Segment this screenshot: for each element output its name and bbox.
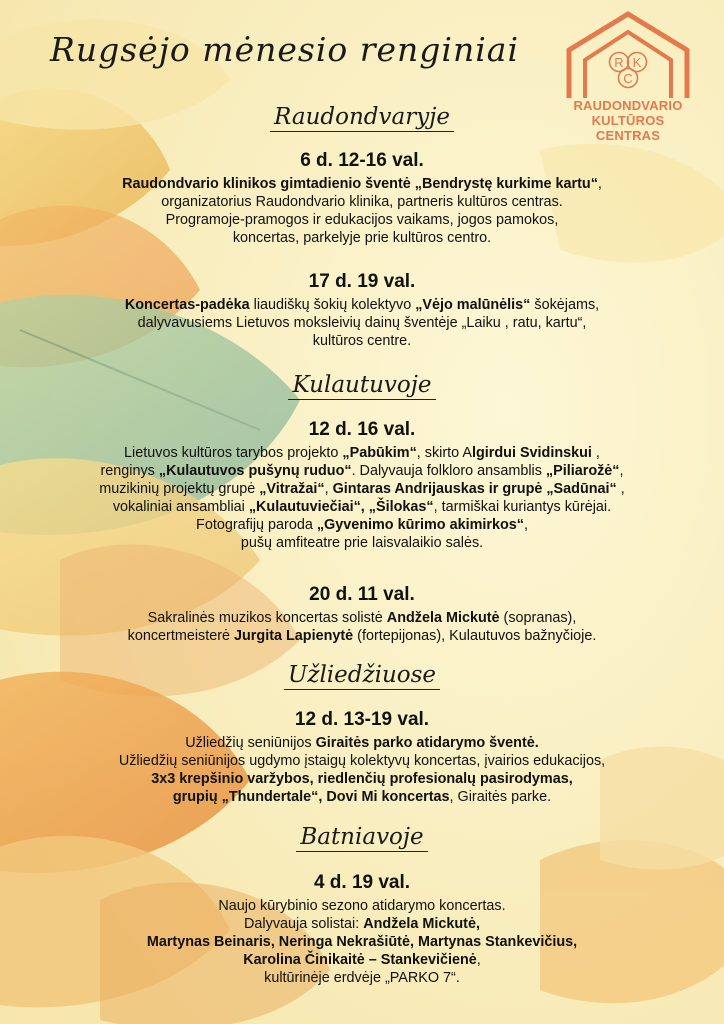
text: koncertmeisterė bbox=[127, 628, 235, 644]
bold-text: „Vėjo malūnėlis“ bbox=[415, 297, 531, 313]
event-description-line bbox=[62, 752, 662, 770]
text: Naujo kūrybinio sezono atidarymo koncertas. bbox=[218, 898, 506, 914]
event-description-line bbox=[62, 734, 662, 752]
event-description bbox=[62, 734, 662, 806]
text: , bbox=[619, 463, 624, 479]
event-card bbox=[62, 708, 662, 806]
event-description-line bbox=[62, 444, 662, 462]
bold-text: Raudondvario klinikos gimtadienio šventė „Bendrystę kurkime kartu“ bbox=[122, 176, 598, 192]
text: šokėjams, bbox=[530, 297, 600, 313]
bold-text: „Piliarožė“ bbox=[545, 463, 620, 479]
bold-text: Koncertas-padėka bbox=[124, 297, 250, 313]
text: , bbox=[476, 952, 481, 968]
text: liaudiškų šokių kolektyvo bbox=[249, 297, 416, 313]
event-description-line bbox=[62, 175, 662, 193]
event-description-line bbox=[62, 193, 662, 211]
text: , skirto A bbox=[416, 445, 472, 461]
event-description bbox=[62, 296, 662, 350]
text: renginys bbox=[100, 463, 159, 479]
text: . Dalyvauja folkloro ansamblis bbox=[351, 463, 546, 479]
text: dalyvavusiems Lietuvos moksleivių dainų šventėje „Laiku , ratu, kartu“, bbox=[137, 315, 587, 331]
text: , Giraitės parke. bbox=[449, 789, 552, 805]
section-heading-kulautuvoje: Kulautuvoje bbox=[0, 372, 724, 400]
event-date-time: 20 d. 11 val. bbox=[309, 584, 415, 605]
bold-text: Gintaras Andrijauskas ir grupė „Sadūnai“ bbox=[332, 481, 617, 497]
event-description-line bbox=[62, 609, 662, 627]
event-description-line bbox=[62, 332, 662, 350]
event-description-line bbox=[62, 534, 662, 552]
page-title: Rugsėjo mėnesio renginiai bbox=[50, 30, 520, 69]
event-card bbox=[62, 270, 662, 350]
event-description-line bbox=[62, 211, 662, 229]
bold-text: lgirdui Svidinskui bbox=[471, 445, 592, 461]
text: (fortepijonas), Kulautuvos bažnyčioje. bbox=[353, 628, 597, 644]
event-card bbox=[62, 871, 662, 987]
text: , bbox=[591, 445, 600, 461]
text: Programoje-pramogos ir edukacijos vaikams, jogos pamokos, bbox=[165, 212, 559, 228]
text: organizatorius Raudondvario klinika, partneris kultūros centras. bbox=[161, 194, 563, 210]
bold-text: grupių „Thundertale“, Dovi Mi koncertas bbox=[172, 789, 450, 805]
svg-text:K: K bbox=[632, 55, 642, 70]
event-card bbox=[62, 149, 662, 247]
text: vokaliniai ansambliai bbox=[112, 499, 249, 515]
event-description-line bbox=[62, 788, 662, 806]
event-date-time: 12 d. 13-19 val. bbox=[294, 709, 430, 730]
event-date-time: 6 d. 12-16 val. bbox=[300, 150, 424, 171]
svg-text:C: C bbox=[623, 71, 633, 86]
bold-text: Jurgita Lapienytė bbox=[234, 628, 354, 644]
event-description bbox=[62, 897, 662, 987]
event-description-line bbox=[62, 314, 662, 332]
text: Lietuvos kultūros tarybos projekto bbox=[124, 445, 343, 461]
text: Sakralinės muzikos koncertas solistė bbox=[147, 610, 387, 626]
text: Fotografijų paroda bbox=[196, 517, 317, 533]
bold-text: „Gyvenimo kūrimo akimirkos“ bbox=[316, 517, 524, 533]
section-heading-uzliedziuose: Užliedžiuose bbox=[0, 662, 724, 690]
text: , bbox=[616, 481, 625, 497]
bold-text: Andželа Mickutė bbox=[386, 610, 500, 626]
bold-text: Martynas Beinaris, Neringa Nekrašiūtė, Martynas Stankevičius, bbox=[146, 934, 578, 950]
event-description-line bbox=[62, 498, 662, 516]
logo-text-line-2: KULTŪROS CENTRAS bbox=[591, 113, 665, 143]
event-date-time: 17 d. 19 val. bbox=[308, 271, 416, 292]
text: Dalyvauja solistai: bbox=[244, 916, 364, 932]
text: muzikinių projektų grupė bbox=[99, 481, 260, 497]
text: koncertas, parkelyje prie kultūros centro. bbox=[232, 230, 492, 246]
event-description-line bbox=[62, 480, 662, 498]
house-logo-icon bbox=[563, 10, 693, 102]
text: , tarmiškai kuriantys kūrėjai. bbox=[433, 499, 612, 515]
text: kultūrinėje erdvėje „PARKO 7“. bbox=[264, 970, 460, 986]
event-description-line bbox=[62, 516, 662, 534]
text: , bbox=[324, 481, 333, 497]
bold-text: „Vitražai“ bbox=[259, 481, 325, 497]
event-description-line bbox=[62, 951, 662, 969]
bold-text: „Kulautuvos pušynų ruduo“ bbox=[158, 463, 352, 479]
text: Užliedžių seniūnijos ugdymo įstaigų kolektyvų koncertas, įvairios edukacijos, bbox=[118, 753, 606, 769]
event-description-line bbox=[62, 897, 662, 915]
bold-text: Giraitės parko atidarymo šventė. bbox=[315, 735, 539, 751]
text: (sopranas), bbox=[499, 610, 577, 626]
logo-text-line-1: RAUDONDVARIO bbox=[573, 98, 683, 113]
bold-text: 3x3 krepšinio varžybos, riedlenčių profesionalų pasirodymas, bbox=[151, 771, 573, 787]
event-description bbox=[62, 175, 662, 247]
svg-text:R: R bbox=[614, 55, 624, 70]
event-description-line bbox=[62, 229, 662, 247]
event-description-line bbox=[62, 933, 662, 951]
event-description-line bbox=[62, 627, 662, 645]
event-description-line bbox=[62, 296, 662, 314]
event-description-line bbox=[62, 462, 662, 480]
event-date-time: 12 d. 16 val. bbox=[308, 419, 416, 440]
event-description-line bbox=[62, 969, 662, 987]
event-date-time: 4 d. 19 val. bbox=[313, 872, 411, 893]
text: pušų amfiteatre prie laisvalaikio salės. bbox=[240, 535, 484, 551]
event-description bbox=[62, 444, 662, 552]
text: Užliedžių seniūnijos bbox=[185, 735, 316, 751]
text: kultūros centre. bbox=[312, 333, 412, 349]
bold-text: Andželа Mickutė, bbox=[363, 916, 480, 932]
event-card bbox=[62, 583, 662, 645]
bold-text: „Kulautuviečiai“, „Šilokas“ bbox=[248, 499, 434, 515]
section-heading-raudondvaryje: Raudondvaryje bbox=[0, 104, 724, 132]
text: , bbox=[523, 517, 528, 533]
event-card bbox=[62, 418, 662, 552]
section-heading-batniavoje: Batniavoje bbox=[0, 824, 724, 852]
bold-text: „Pabūkim“ bbox=[342, 445, 417, 461]
event-description bbox=[62, 609, 662, 645]
text: , bbox=[597, 176, 602, 192]
bold-text: Karolina Činikaitė – Stankevičienė bbox=[243, 952, 477, 968]
event-description-line bbox=[62, 770, 662, 788]
event-description-line bbox=[62, 915, 662, 933]
